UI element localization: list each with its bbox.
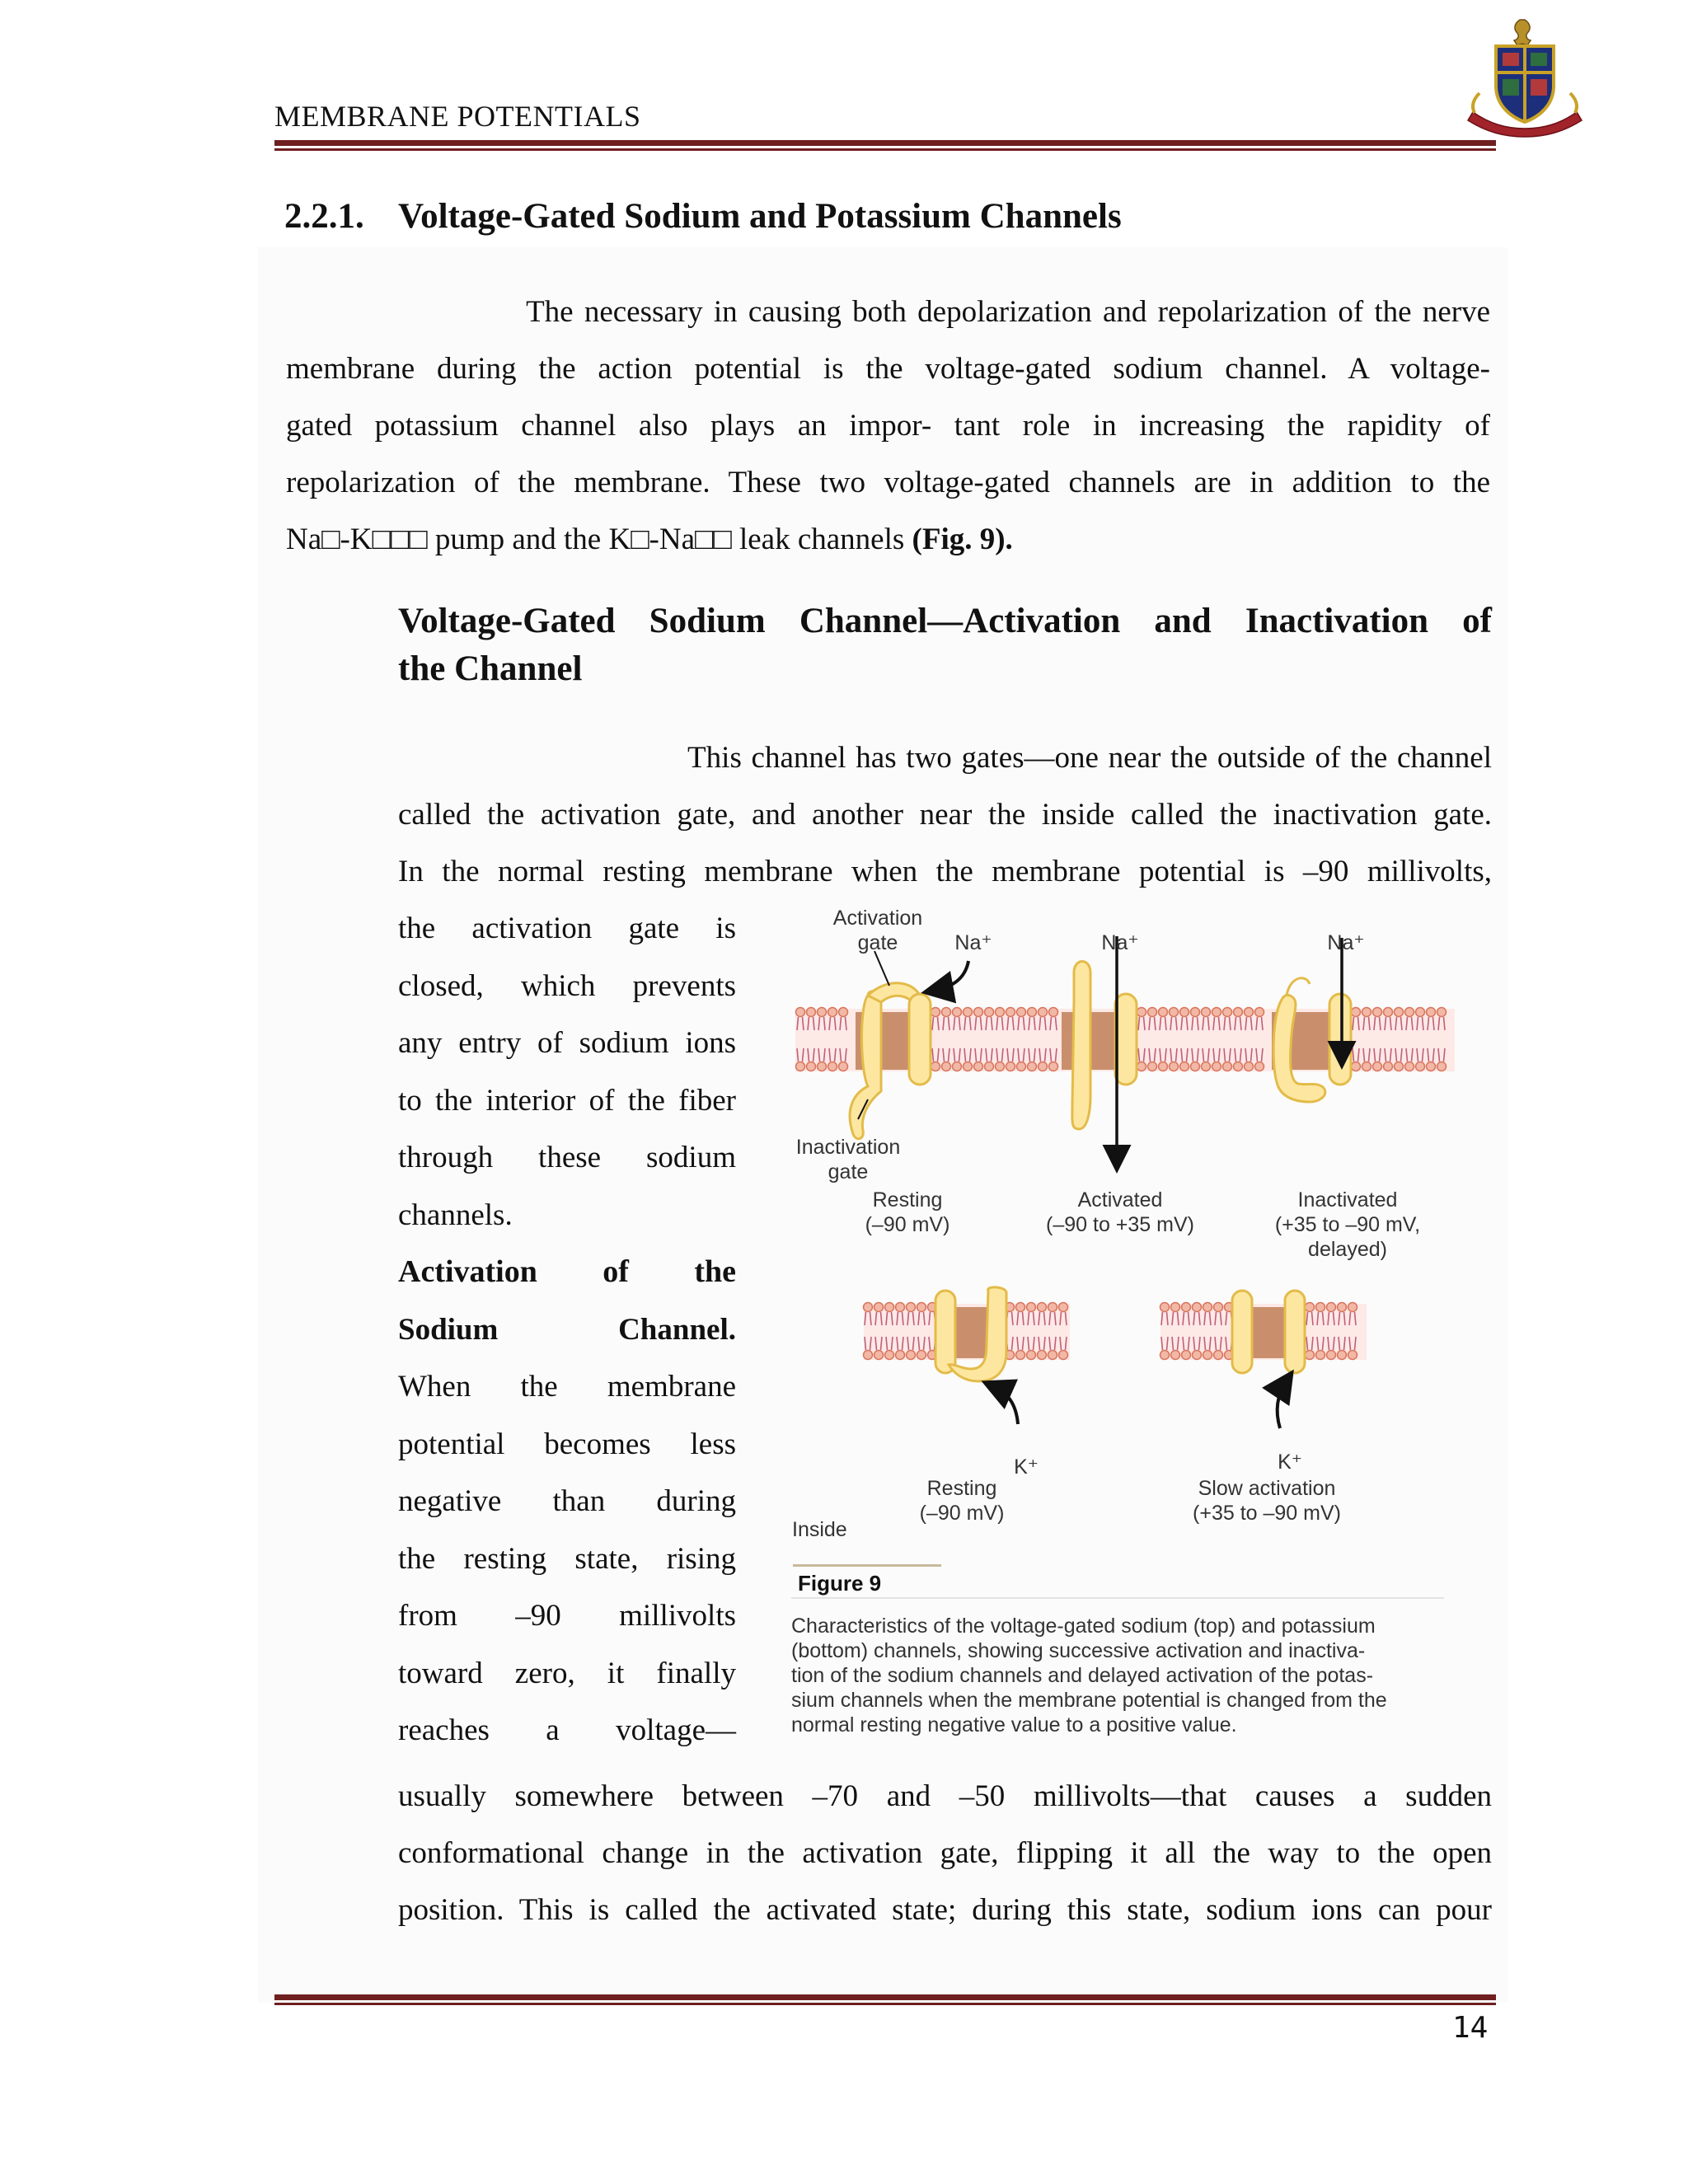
figure-caption-divider — [791, 1597, 1444, 1599]
figure-label: Figure 9 — [798, 1571, 882, 1596]
footer-rule-thick — [274, 1994, 1496, 2000]
college-crest-logo — [1463, 15, 1587, 138]
inactivation-gate-label: gate — [828, 1160, 869, 1183]
section-title: Voltage-Gated Sodium and Potassium Channels — [398, 197, 1122, 236]
activation-gate-pointer — [874, 951, 889, 986]
column-line: negative than during — [398, 1484, 736, 1518]
state-value-label: (+35 to –90 mV) — [1193, 1502, 1341, 1525]
activation-gate-label: gate — [857, 931, 898, 954]
caption-line: tion of the sodium channels and delayed activation of the potas- — [791, 1664, 1374, 1687]
section-number: 2.2.1. — [284, 197, 364, 236]
paragraph-last-text: Na□-K□□□ pump and the K□-Na□□ leak channels — [286, 523, 905, 556]
state-name-label: Resting — [926, 1477, 997, 1500]
column-line: to the interior of the fiber — [398, 1083, 736, 1118]
column-line: the activation gate is — [398, 912, 736, 945]
state-value-label: (–90 mV) — [865, 1213, 950, 1236]
caption-line: (bottom) channels, showing successive activation and inactiva- — [791, 1639, 1366, 1662]
na-ion-label: Na⁺ — [1101, 931, 1139, 954]
subsection-heading-line: the Channel — [398, 649, 583, 688]
paragraph-line: This channel has two gates—one near the outside of the channel — [398, 741, 1492, 775]
channel-diagram — [785, 897, 1457, 1540]
paragraph-line — [286, 511, 1490, 568]
header-rule-thick — [274, 140, 1496, 146]
figure-reference: (Fig. 9). — [912, 523, 1013, 556]
paragraph-line: repolarization of the membrane. These two voltage-gated channels are in addition to the — [286, 466, 1490, 499]
state-value-label: (–90 to +35 mV) — [1046, 1213, 1194, 1236]
running-header-title: MEMBRANE POTENTIALS — [274, 100, 641, 133]
column-line: channels. — [398, 1197, 513, 1232]
inactivation-gate-label: Inactivation — [795, 1136, 901, 1159]
paragraph-line: conformational change in the activation gate, flipping it all the way to the open — [398, 1836, 1492, 1870]
intro-paragraph — [286, 284, 1490, 568]
state-value-label: (–90 mV) — [919, 1502, 1005, 1525]
header-rule-thin — [274, 148, 1496, 151]
column-line: potential becomes less — [398, 1427, 736, 1461]
sodium-channel-resting — [850, 983, 931, 1139]
column-line: closed, which prevents — [398, 968, 736, 1003]
column-line: through these sodium — [398, 1141, 736, 1174]
paragraph-line: membrane during the action potential is the voltage-gated sodium channel. A voltage- — [286, 352, 1490, 386]
column-line: When the membrane — [398, 1370, 736, 1404]
state-name-label: Resting — [872, 1188, 943, 1212]
state-name-label: Inactivated — [1297, 1188, 1398, 1212]
subsection-heading-line: Voltage-Gated Sodium Channel—Activation and Inactivation of — [398, 602, 1492, 640]
sodium-channel-activated — [1062, 962, 1137, 1130]
state-name-label: Activated — [1077, 1188, 1163, 1212]
activation-heading-line: Activation of the — [398, 1254, 736, 1289]
paragraph-line: called the activation gate, and another near the inside called the inactivation gate. — [398, 798, 1492, 832]
paragraph-line: usually somewhere between –70 and –50 millivolts—that causes a sudden — [398, 1779, 1492, 1813]
na-entry-arrow — [934, 961, 968, 991]
section-heading — [284, 196, 1122, 237]
activation-heading-line: Sodium Channel. — [398, 1312, 736, 1347]
state-value-label: delayed) — [1308, 1238, 1387, 1261]
inside-label: Inside — [792, 1518, 847, 1540]
na-ion-label: Na⁺ — [954, 931, 992, 954]
column-line: toward zero, it finally — [398, 1656, 736, 1690]
column-line: any entry of sodium ions — [398, 1026, 736, 1060]
na-ion-label: Na⁺ — [1327, 931, 1365, 954]
state-name-label: Slow activation — [1198, 1477, 1336, 1500]
column-line: from –90 millivolts — [398, 1599, 736, 1633]
k-ion-label: K⁺ — [1278, 1451, 1302, 1474]
potassium-channel-slow-activation — [1232, 1291, 1305, 1373]
figure-caption — [791, 1614, 1451, 1737]
state-value-label: (+35 to –90 mV, — [1274, 1213, 1421, 1236]
paragraph-line: gated potassium channel also plays an impor- tant role in increasing the rapidity of — [286, 409, 1490, 443]
page-number: 14 — [1452, 2011, 1489, 2045]
caption-line: sium channels when the membrane potential is changed from the — [791, 1689, 1387, 1712]
paragraph-line: position. This is called the activated state; during this state, sodium ions can pour — [398, 1893, 1492, 1927]
footer-rule-thin — [274, 2003, 1496, 2005]
column-line: reaches a voltage— — [398, 1713, 736, 1747]
figure-label-rule — [793, 1564, 941, 1567]
continued-paragraph — [398, 1768, 1492, 1938]
channel-intro-paragraph — [398, 729, 1492, 900]
k-arrow-slow — [1278, 1380, 1287, 1428]
caption-line: normal resting negative value to a positive value. — [791, 1713, 1237, 1736]
potassium-channel-resting — [935, 1287, 1006, 1381]
k-ion-label: K⁺ — [1014, 1455, 1039, 1479]
subsection-heading — [398, 598, 1492, 693]
caption-line: Characteristics of the voltage-gated sodium (top) and potassium — [791, 1615, 1376, 1638]
narrow-text-column — [398, 900, 736, 1760]
activation-gate-label: Activation — [832, 907, 923, 930]
paragraph-line: In the normal resting membrane when the membrane potential is –90 millivolts, — [398, 855, 1492, 888]
k-arrow-resting — [993, 1386, 1018, 1424]
paragraph-line: The necessary in causing both depolarization and repolarization of the nerve — [286, 295, 1490, 329]
column-line: the resting state, rising — [398, 1541, 736, 1576]
sodium-channel-inactivated — [1272, 978, 1351, 1102]
